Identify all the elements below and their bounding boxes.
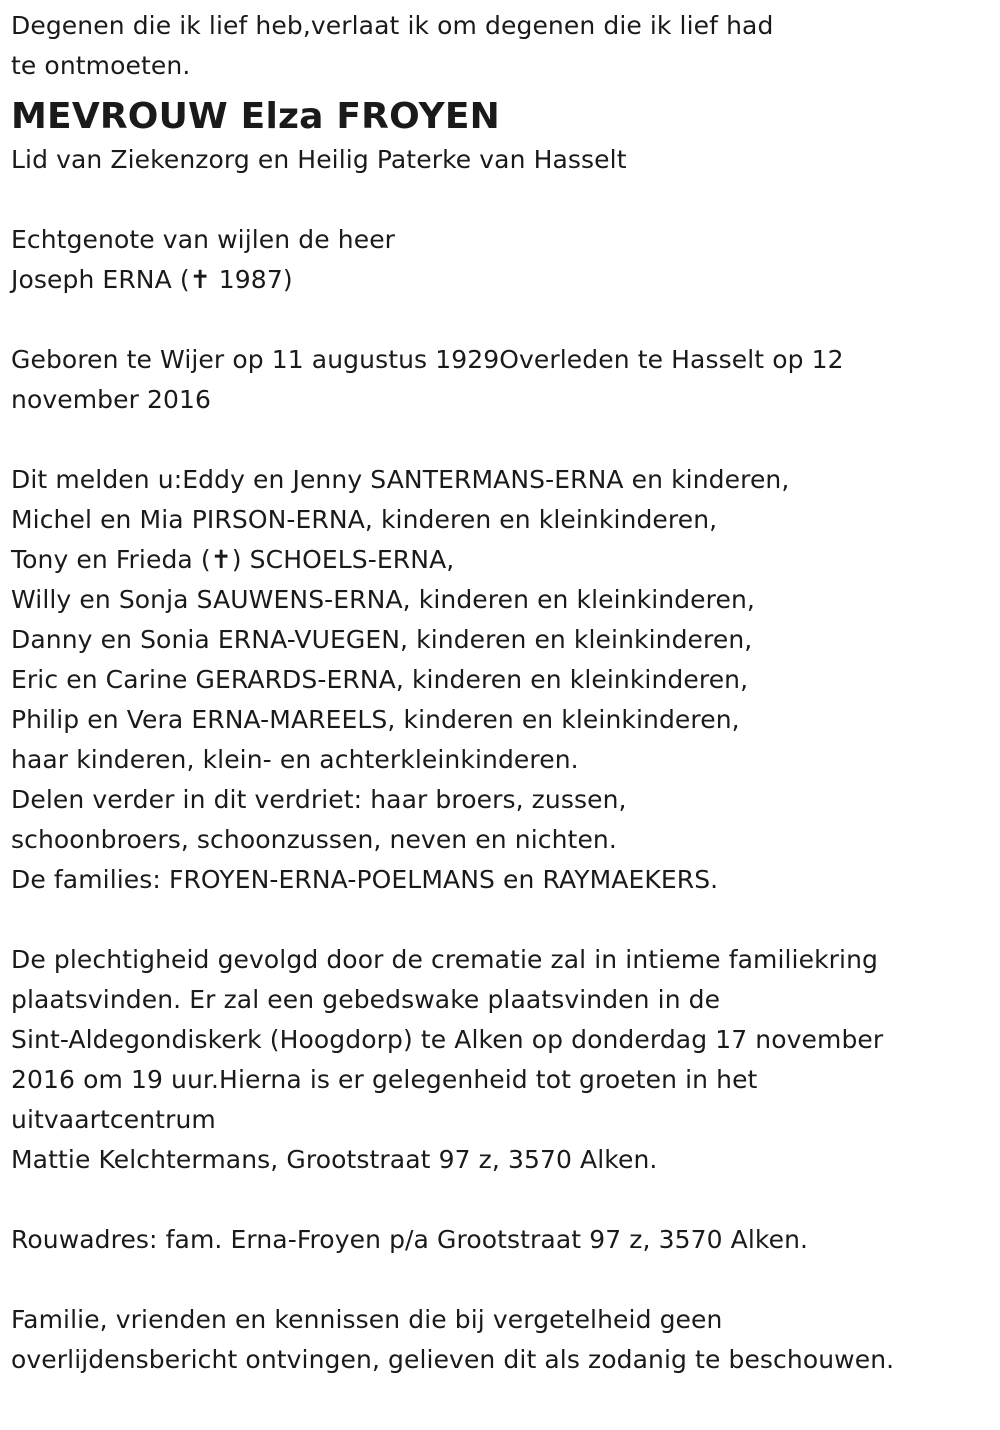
spacer: [11, 420, 1000, 460]
announcement-line: Tony en Frieda (✝) SCHOELS-ERNA,: [11, 545, 455, 574]
motto-line-1: Degenen die ik lief heb,verlaat ik om degenen die ik lief had: [11, 11, 774, 40]
ceremony-line: De plechtigheid gevolgd door de crematie zal in intieme familiekring: [11, 945, 879, 974]
announcement-line: Dit melden u:Eddy en Jenny SANTERMANS-ERNA en kinderen,: [11, 465, 790, 494]
closing-line-2: overlijdensbericht ontvingen, gelieven dit als zodanig te beschouwen.: [11, 1345, 895, 1374]
announcement-line: Eric en Carine GERARDS-ERNA, kinderen en kleinkinderen,: [11, 665, 749, 694]
announcement-line: De families: FROYEN-ERNA-POELMANS en RAYMAEKERS.: [11, 865, 719, 894]
spouse-line-1: Echtgenote van wijlen de heer: [11, 225, 396, 254]
ceremony-line: 2016 om 19 uur.Hierna is er gelegenheid tot groeten in het: [11, 1065, 758, 1094]
motto-line-2: te ontmoeten.: [11, 51, 191, 80]
announcement-line: Michel en Mia PIRSON-ERNA, kinderen en kleinkinderen,: [11, 505, 718, 534]
spacer: [11, 1180, 1000, 1220]
spouse-line-2: Joseph ERNA (✝ 1987): [11, 265, 293, 294]
announcement-line: Willy en Sonja SAUWENS-ERNA, kinderen en kleinkinderen,: [11, 585, 755, 614]
ceremony-line: Mattie Kelchtermans, Grootstraat 97 z, 3570 Alken.: [11, 1145, 658, 1174]
ceremony-line: plaatsvinden. Er zal een gebedswake plaatsvinden in de: [11, 985, 721, 1014]
announcement-line: Delen verder in dit verdriet: haar broers, zussen,: [11, 785, 627, 814]
membership-text: Lid van Ziekenzorg en Heilig Paterke van Hasselt: [11, 145, 627, 174]
spacer: [11, 180, 1000, 220]
spacer: [11, 1260, 1000, 1300]
announcement-line: Danny en Sonia ERNA-VUEGEN, kinderen en kleinkinderen,: [11, 625, 753, 654]
birth-death-line-1: Geboren te Wijer op 11 augustus 1929Overleden te Hasselt op 12: [11, 345, 844, 374]
announcement-line: Philip en Vera ERNA-MAREELS, kinderen en kleinkinderen,: [11, 705, 740, 734]
spacer: [11, 300, 1000, 340]
mourning-address: Rouwadres: fam. Erna-Froyen p/a Grootstraat 97 z, 3570 Alken.: [11, 1225, 809, 1254]
birth-death-line-2: november 2016: [11, 385, 212, 414]
ceremony-line: uitvaartcentrum: [11, 1105, 216, 1134]
closing-line-1: Familie, vrienden en kennissen die bij vergetelheid geen: [11, 1305, 723, 1334]
spacer: [11, 900, 1000, 940]
deceased-name: MEVROUW Elza FROYEN: [11, 96, 501, 137]
ceremony-line: Sint-Aldegondiskerk (Hoogdorp) te Alken op donderdag 17 november: [11, 1025, 884, 1054]
announcement-line: schoonbroers, schoonzussen, neven en nichten.: [11, 825, 617, 854]
announcement-line: haar kinderen, klein- en achterkleinkinderen.: [11, 745, 579, 774]
